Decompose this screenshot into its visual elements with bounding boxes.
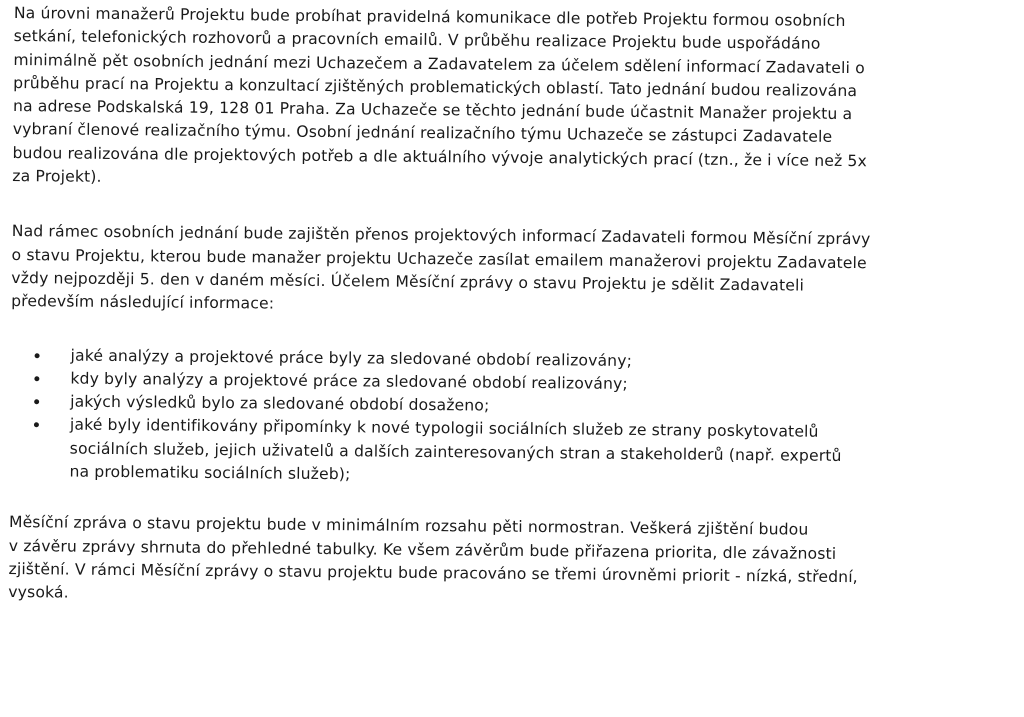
paragraph-line: minimálně pět osobních jednání mezi Uchazečem a Zadavatelem za účelem sdělení informací Zadavateli o [13,50,865,77]
paragraph-line: Nad rámec osobních jednání bude zajištěn přenos projektových informací Zadavateli formou Měsíční zprávy [11,222,871,249]
paragraph-line: vysoká. [8,583,69,602]
bullet-line: jaké analýzy a projektové práce byly za sledované období realizovány; [70,346,633,370]
bullet-icon [34,423,39,428]
bullet-line: na problematiku sociálních služeb); [69,462,351,484]
paragraph-line: v závěru zprávy shrnuta do přehledné tabulky. Ke všem závěrům bude přiřazena priorita, dle závažnosti [8,536,837,563]
paragraph-line: setkání, telefonických rozhovorů a pracovních emailů. V průběhu realizace Projektu bude uspořádáno [13,27,821,54]
paragraph-line: na adrese Podskalská 19, 128 01 Praha. Za Uchazeče se těchto jednání bude účastnit Manažer projektu a [12,97,853,124]
paragraph-line: budou realizována dle projektových potřeb a dle aktuálního vývoje analytických prací (tzn., že i více než 5x [12,143,868,170]
paragraph-line: průběhu prací na Projektu a konzultací zjištěných problematických oblastí. Tato jednání budou realizována [13,73,858,100]
bullet-icon [35,353,40,358]
bullet-list [9,344,1014,493]
paragraph-line: vybraní členové realizačního týmu. Osobní jednání realizačního týmu Uchazeče se zástupci Zadavatele [12,120,833,147]
paragraph-line: především následující informace: [11,292,275,313]
bullet-icon [34,376,39,381]
bullet-line: jakých výsledků bylo za sledované období dosaženo; [70,392,490,415]
bullet-line: jaké byly identifikovány připomínky k nové typologii sociálních služeb ze strany poskytovatelů [69,416,819,442]
bullet-line: sociálních služeb, jejich uživatelů a dalších zainteresovaných stran a stakeholderů (např. expertů [69,439,842,465]
paragraph-monthly-report [11,220,1016,323]
paragraph-line: zjištění. V rámci Měsíční zprávy o stavu projektu bude pracováno se třemi úrovněmi priorit - nízká, střední, [8,559,858,587]
paragraph-line: Měsíční zpráva o stavu projektu bude v minimálním rozsahu pěti normostran. Veškerá zjištění budou [8,513,809,539]
bullet-item-comments [69,414,1014,493]
paragraph-line: Na úrovni manažerů Projektu bude probíhat pravidelná komunikace dle potřeb Projektu formou osobních [13,3,846,30]
paragraph-line: za Projekt). [12,167,102,186]
bullet-line: kdy byly analýzy a projektové práce za sledované období realizovány; [70,369,628,393]
bullet-icon [34,399,39,404]
paragraph-line: vždy nejpozději 5. den v daném měsíci. Účelem Měsíční zprávy o stavu Projektu je sdělit Zadavateli [11,268,805,295]
paragraph-report-scope [8,511,1013,614]
paragraph-communication [12,2,1018,198]
paragraph-line: o stavu Projektu, kterou bude manažer projektu Uchazeče zasílat emailem manažerovi projektu Zadavatele [11,245,867,272]
document-body [8,2,1018,614]
